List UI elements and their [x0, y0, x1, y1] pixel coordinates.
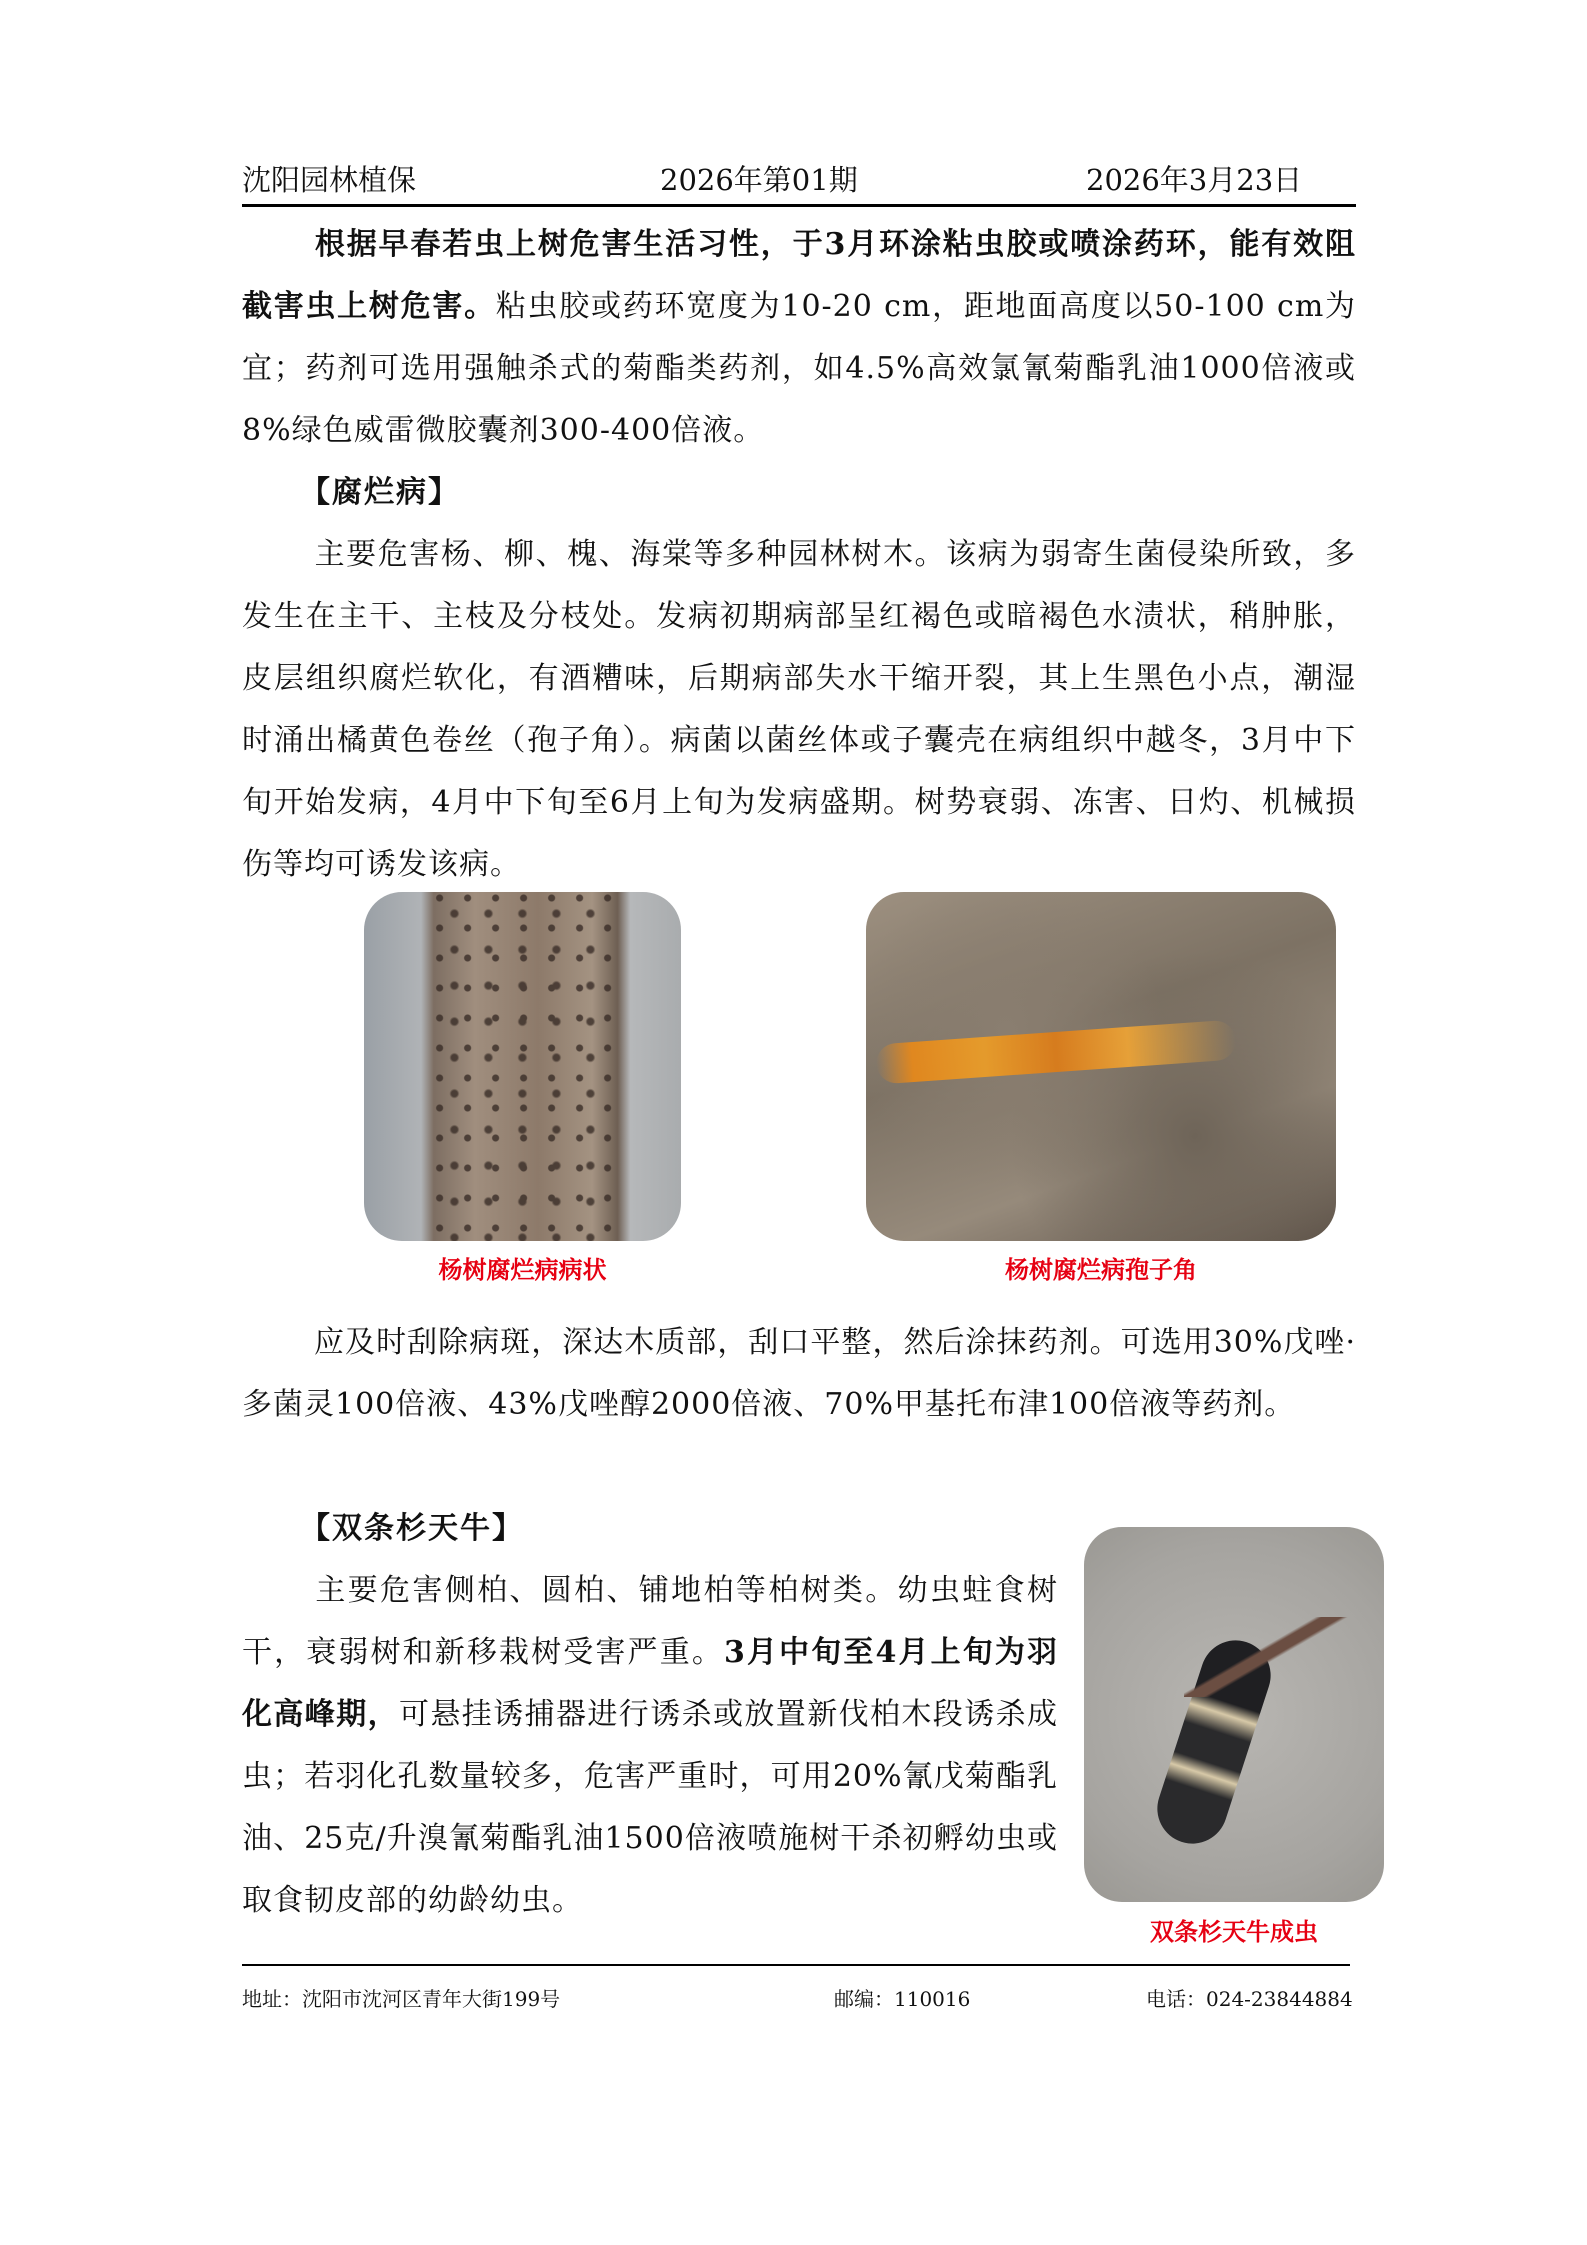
poplar-canker-symptom-image: [364, 892, 681, 1241]
intro-text: 粘虫胶或药环宽度为10-20 cm，距地面高度以50-100 cm为宜；药剂可选用强触杀式的菊酯类药剂，如4.5%高效氯氰菊酯乳油1000倍液或8%绿色威雷微胶囊剂300-400倍液。: [242, 289, 1357, 448]
beetle-bold: 3月中旬至4月上旬为羽化高峰期，: [242, 1635, 1059, 1732]
footer-address: 地址：沈阳市沈河区青年大街199号: [242, 1987, 561, 2011]
image-caption-symptom: 杨树腐烂病病状: [438, 1256, 607, 1284]
footer-phone: 电话：024-23844884: [1146, 1987, 1353, 2011]
header-divider: [242, 204, 1356, 207]
canker-description: [242, 524, 1356, 896]
image-caption-beetle: 双条杉天牛成虫: [1150, 1918, 1318, 1946]
canker-heading: 【腐烂病】: [300, 475, 460, 510]
intro-paragraph: [242, 214, 1356, 462]
publication-name: 沈阳园林植保: [242, 163, 417, 197]
beetle-text-2: 可悬挂诱捕器进行诱杀或放置新伐柏木段诱杀成虫；若羽化孔数量较多，危害严重时，可用20%氰戊菊酯乳油、25克/升溴氰菊酯乳油1500倍液喷施树干杀初孵幼虫或取食韧皮部的幼龄幼虫。: [242, 1697, 1058, 1918]
canker-control: [242, 1312, 1356, 1436]
poplar-canker-spore-horn-image: [866, 892, 1336, 1241]
beetle-text-1: 主要危害侧柏、圆柏、铺地柏等柏树类。幼虫蛀食树干，衰弱树和新移栽树受害严重。: [242, 1573, 1058, 1670]
intro-bold: 根据早春若虫上树危害生活习性，于3月环涂粘虫胶或喷涂药环，能有效阻截害虫上树危害。: [242, 227, 1356, 324]
canker-control-text: 应及时刮除病斑，深达木质部，刮口平整，然后涂抹药剂。可选用30%戊唑·多菌灵100倍液、43%戊唑醇2000倍液、70%甲基托布津100倍液等药剂。: [242, 1325, 1356, 1422]
image-caption-spore-horn: 杨树腐烂病孢子角: [1005, 1256, 1197, 1284]
issue-number: 2026年第01期: [660, 163, 858, 197]
beetle-adult-image: [1084, 1527, 1384, 1902]
beetle-description: [242, 1560, 1058, 1932]
issue-date: 2026年3月23日: [1086, 163, 1303, 197]
beetle-heading: 【双条杉天牛】: [300, 1511, 524, 1546]
footer-divider: [242, 1964, 1350, 1966]
canker-description-text: 主要危害杨、柳、槐、海棠等多种园林树木。该病为弱寄生菌侵染所致，多发生在主干、主枝及分枝处。发病初期病部呈红褐色或暗褐色水渍状，稍肿胀，皮层组织腐烂软化，有酒糟味，后期病部失水干缩开裂，其上生黑色小点，潮湿时涌出橘黄色卷丝（孢子角）。病菌以菌丝体或子囊壳在病组织中越冬，3月中下旬开始发病，4月中下旬至6月上旬为发病盛期。树势衰弱、冻害、日灼、机械损伤等均可诱发该病。: [242, 537, 1356, 882]
footer-postcode: 邮编：110016: [834, 1987, 971, 2011]
